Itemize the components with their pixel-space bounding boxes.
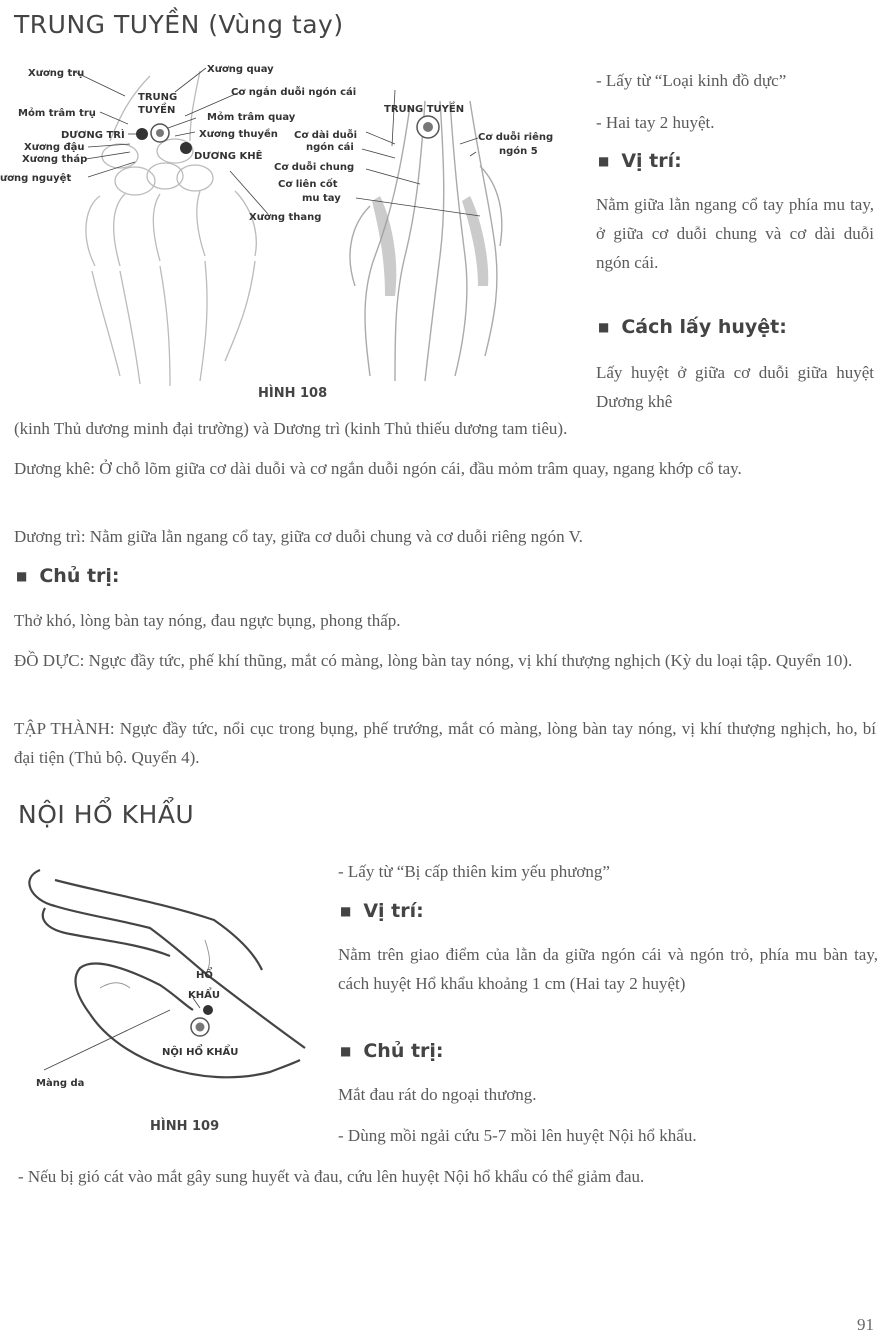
label-mang-da: Màng da	[36, 1078, 85, 1089]
label-xuong-dau: Xương đậu	[24, 142, 85, 153]
label-trung-tuyen-left-1: TRUNG	[138, 92, 178, 103]
label-xuong-nguyet: ương nguyệt	[0, 173, 72, 184]
noi-ho-khau-source: - Lấy từ “Bị cấp thiên kim yếu phương”	[338, 862, 610, 881]
label-co-lien-cot-1: Cơ liên cốt	[278, 179, 338, 190]
label-co-ngan-duoi: Cơ ngắn duỗi ngón cái	[231, 87, 357, 98]
label-xuong-thap: Xương tháp	[22, 154, 88, 165]
label-xuong-quay: Xương quay	[207, 64, 274, 75]
figure-108-caption: HÌNH 108	[258, 386, 328, 401]
chu-tri-heading-1: ■ Chủ trị:	[16, 565, 120, 587]
label-xuong-tru: Xương trụ	[28, 68, 85, 79]
label-mom-tram-quay: Mỏm trâm quay	[207, 112, 296, 123]
bullet-icon: ■	[598, 320, 610, 334]
label-co-dai-duoi-1: Cơ dài duỗi	[294, 130, 358, 141]
acupoint-ho-khau	[203, 1005, 213, 1015]
duong-tri-text: Dương trì: Nằm giữa lằn ngang cổ tay, giữa cơ duỗi chung và cơ duỗi riêng ngón V.	[14, 527, 583, 546]
label-duong-tri: DƯƠNG TRÌ	[61, 130, 125, 141]
figure-108-hand-diagram	[0, 56, 590, 406]
trung-tuyen-source: - Lấy từ “Loại kinh đồ dực”	[596, 71, 787, 90]
section-title-trung-tuyen: TRUNG TUYỀN (Vùng tay)	[14, 10, 344, 39]
cach-lay-continued: (kinh Thủ dương minh đại trường) và Dương trì (kinh Thủ thiếu dương tam tiêu).	[14, 419, 568, 438]
cach-lay-text: Lấy huyệt ở giữa cơ duỗi giữa huyệt Dương khê	[596, 363, 874, 411]
duong-khe-text: Dương khê: Ở chỗ lõm giữa cơ dài duỗi và cơ ngắn duỗi ngón cái, đầu mỏm trâm quay, ngang khớp cổ tay.	[14, 459, 742, 478]
vi-tri-heading-1: ■ Vị trí:	[598, 150, 682, 172]
label-co-lien-cot-2: mu tay	[302, 193, 341, 204]
label-ho: HỔ	[196, 970, 213, 981]
section-title-noi-ho-khau: NỘI HỔ KHẨU	[18, 800, 195, 829]
bullet-icon: ■	[16, 569, 28, 583]
label-co-dai-duoi-2: ngón cái	[306, 142, 354, 153]
label-noi-ho-khau: NỘI HỔ KHẨU	[162, 1047, 239, 1058]
label-trung-tuyen-left-2: TUYỀN	[138, 105, 176, 116]
trung-tuyen-count: - Hai tay 2 huyệt.	[596, 113, 715, 132]
vi-tri-text-1: Nằm giữa lằn ngang cổ tay phía mu tay, ở giữa cơ duỗi chung và cơ dài duỗi ngón cái.	[596, 195, 874, 272]
label-duong-khe: DƯƠNG KHÊ	[194, 151, 263, 162]
chu-tri-text-2: Mắt đau rát do ngoại thương.	[338, 1085, 537, 1104]
bullet-icon: ■	[340, 1044, 352, 1058]
label-trung-tuyen-right: TRUNG TUYỀN	[384, 104, 465, 115]
page-number: 91	[857, 1315, 874, 1334]
moxa-text: - Dùng mồi ngải cứu 5-7 mồi lên huyệt Nội hổ khẩu.	[338, 1126, 697, 1145]
label-xuong-thang: Xương thang	[249, 212, 322, 223]
label-co-duoi-rieng-2: ngón 5	[499, 146, 538, 157]
chu-tri-text-1: Thở khó, lòng bàn tay nóng, đau ngực bụng, phong thấp.	[14, 611, 401, 630]
figure-109-hand-diagram	[0, 860, 330, 1110]
acupoint-duong-khe	[180, 142, 192, 154]
acupoint-trung-tuyen-left-center	[156, 129, 164, 137]
note-text: - Nếu bị gió cát vào mắt gây sung huyết và đau, cứu lên huyệt Nội hổ khẩu có thể giảm đau.	[18, 1167, 645, 1186]
chu-tri-heading-2: ■ Chủ trị:	[340, 1040, 444, 1062]
bullet-icon: ■	[340, 904, 352, 918]
acupoint-duong-tri	[136, 128, 148, 140]
label-xuong-thuyen: Xương thuyền	[199, 129, 278, 140]
vi-tri-text-2: Nằm trên giao điểm của lằn da giữa ngón cái và ngón trỏ, phía mu bàn tay, cách huyệt Hổ khẩu khoảng 1 cm (Hai tay 2 huyệt)	[338, 945, 878, 993]
label-co-duoi-rieng-1: Cơ duỗi riêng	[478, 132, 554, 143]
do-duc-text: ĐỒ DỰC: Ngực đầy tức, phế khí thũng, mắt có màng, lòng bàn tay nóng, vị khí thượng nghịch (Kỳ du loại tập. Quyển 10).	[14, 651, 853, 670]
label-mom-tram-tru: Mỏm trâm trụ	[18, 108, 96, 119]
label-co-duoi-chung: Cơ duỗi chung	[274, 162, 355, 173]
vi-tri-heading-2: ■ Vị trí:	[340, 900, 424, 922]
label-khau: KHẨU	[188, 990, 220, 1001]
bullet-icon: ■	[598, 154, 610, 168]
tap-thanh-text: TẬP THÀNH: Ngực đầy tức, nổi cục trong bụng, phế trướng, mắt có màng, lòng bàn tay nóng, vị khí thượng nghịch, ho, bí đại tiện (Thủ bộ. Quyển 4).	[14, 719, 876, 767]
figure-109-caption: HÌNH 109	[150, 1119, 220, 1134]
cach-lay-heading: ■ Cách lấy huyệt:	[598, 316, 787, 338]
